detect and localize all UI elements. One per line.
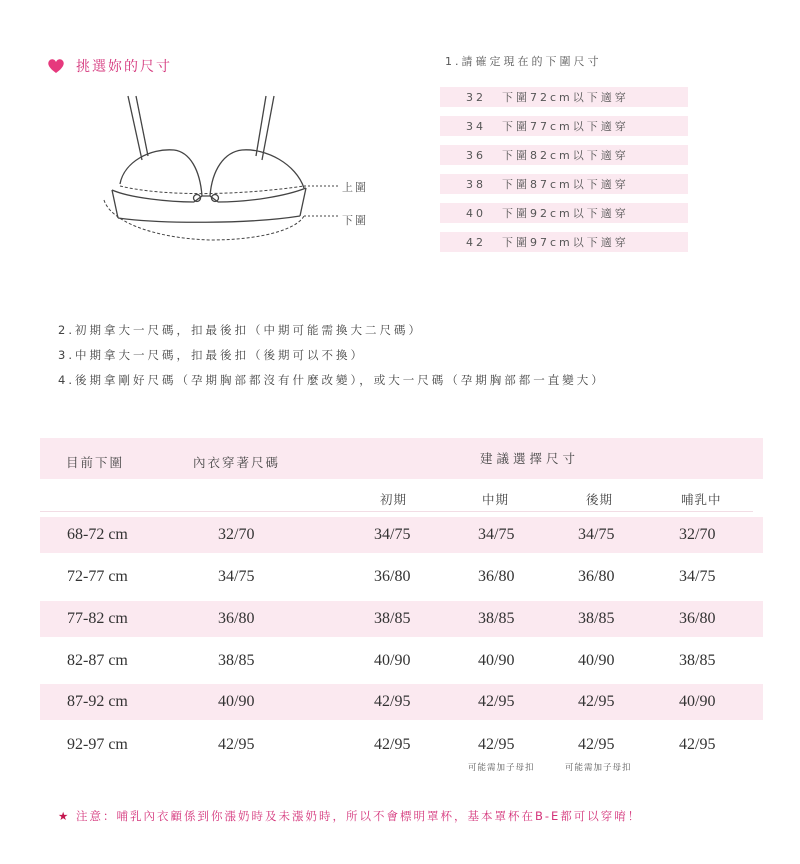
cell-underbust: 68-72 cm: [67, 526, 128, 543]
size-desc: 下圍77cm以下適穿: [502, 120, 629, 133]
instruction-item: 4.後期拿剛好尺碼（孕期胸部都沒有什麼改變），或大一尺碼（孕期胸部都一直變大）: [58, 373, 606, 387]
size-list: [440, 87, 688, 261]
cell-nursing: 40/90: [679, 693, 716, 710]
star-icon: ★: [58, 809, 71, 823]
under-bust-label: 下圍: [342, 214, 368, 227]
cell-mid: 36/80: [478, 568, 515, 585]
cell-late: 38/85: [578, 610, 615, 627]
cell-nursing: 42/95: [679, 736, 716, 753]
size-row: [440, 203, 688, 223]
divider: [40, 511, 753, 512]
size-desc: 下圍87cm以下適穿: [502, 178, 629, 191]
cell-current-size: 38/85: [218, 652, 255, 669]
size-desc: 下圍97cm以下適穿: [502, 236, 629, 249]
cell-current-size: 34/75: [218, 568, 255, 585]
footer-text: 注意：哺乳內衣顧係到你漲奶時及未漲奶時，所以不會標明罩杯，基本罩杯在B-E都可以穿唷！: [75, 809, 642, 823]
size-row: [440, 145, 688, 165]
cell-mid: 38/85: [478, 610, 515, 627]
cell-early: 42/95: [374, 736, 411, 753]
size-desc: 下圍72cm以下適穿: [502, 91, 629, 104]
cell-mid: 40/90: [478, 652, 515, 669]
cell-early: 34/75: [374, 526, 411, 543]
cell-current-size: 40/90: [218, 693, 255, 710]
size-desc: 下圍92cm以下適穿: [502, 207, 629, 220]
subheader-nursing: 哺乳中: [681, 492, 722, 507]
cell-mid: 42/95: [478, 736, 515, 753]
cell-mid: 34/75: [478, 526, 515, 543]
cell-current-size: 36/80: [218, 610, 255, 627]
cell-nursing: 38/85: [679, 652, 716, 669]
cell-late: 42/95: [578, 736, 615, 753]
cell-underbust: 92-97 cm: [67, 736, 128, 753]
size-row: [440, 174, 688, 194]
cell-late: 40/90: [578, 652, 615, 669]
size-row: [440, 232, 688, 252]
subheader-mid: 中期: [482, 492, 510, 507]
table-header-band: [40, 438, 763, 479]
step1-title: 1.請確定現在的下圍尺寸: [445, 55, 602, 68]
header-current-underbust: 目前下圍: [66, 455, 125, 470]
footer-note: [58, 808, 641, 824]
instructions: [58, 322, 606, 397]
cell-nursing: 34/75: [679, 568, 716, 585]
size-row: [440, 116, 688, 136]
subheader-early: 初期: [380, 492, 408, 507]
cell-underbust: 72-77 cm: [67, 568, 128, 585]
cell-early: 38/85: [374, 610, 411, 627]
instruction-item: 3.中期拿大一尺碼，扣最後扣（後期可以不換）: [58, 348, 365, 362]
size-code: 38: [466, 177, 486, 191]
cell-mid: 42/95: [478, 693, 515, 710]
subheader-late: 後期: [586, 492, 614, 507]
size-code: 42: [466, 235, 486, 249]
cell-underbust: 87-92 cm: [67, 693, 128, 710]
size-code: 40: [466, 206, 486, 220]
header-suggested-size: 建議選擇尺寸: [480, 451, 580, 466]
size-code: 34: [466, 119, 486, 133]
bra-illustration: [90, 90, 350, 250]
extender-note: 可能需加子母扣: [565, 763, 632, 773]
cell-early: 42/95: [374, 693, 411, 710]
extender-note: 可能需加子母扣: [468, 763, 535, 773]
cell-current-size: 42/95: [218, 736, 255, 753]
instruction-item: 2.初期拿大一尺碼，扣最後扣（中期可能需換大二尺碼）: [58, 323, 423, 337]
cell-nursing: 36/80: [679, 610, 716, 627]
cell-underbust: 77-82 cm: [67, 610, 128, 627]
size-code: 36: [466, 148, 486, 162]
cell-late: 42/95: [578, 693, 615, 710]
cell-late: 34/75: [578, 526, 615, 543]
cell-underbust: 82-87 cm: [67, 652, 128, 669]
cell-early: 40/90: [374, 652, 411, 669]
upper-bust-label: 上圍: [342, 181, 368, 194]
size-row: [440, 87, 688, 107]
cell-late: 36/80: [578, 568, 615, 585]
cell-current-size: 32/70: [218, 526, 255, 543]
cell-nursing: 32/70: [679, 526, 716, 543]
cell-early: 36/80: [374, 568, 411, 585]
page-title: 挑選妳的尺寸: [76, 59, 172, 75]
size-desc: 下圍82cm以下適穿: [502, 149, 629, 162]
size-code: 32: [466, 90, 486, 104]
header-current-size: 內衣穿著尺碼: [193, 455, 281, 470]
heart-icon: [47, 58, 65, 74]
